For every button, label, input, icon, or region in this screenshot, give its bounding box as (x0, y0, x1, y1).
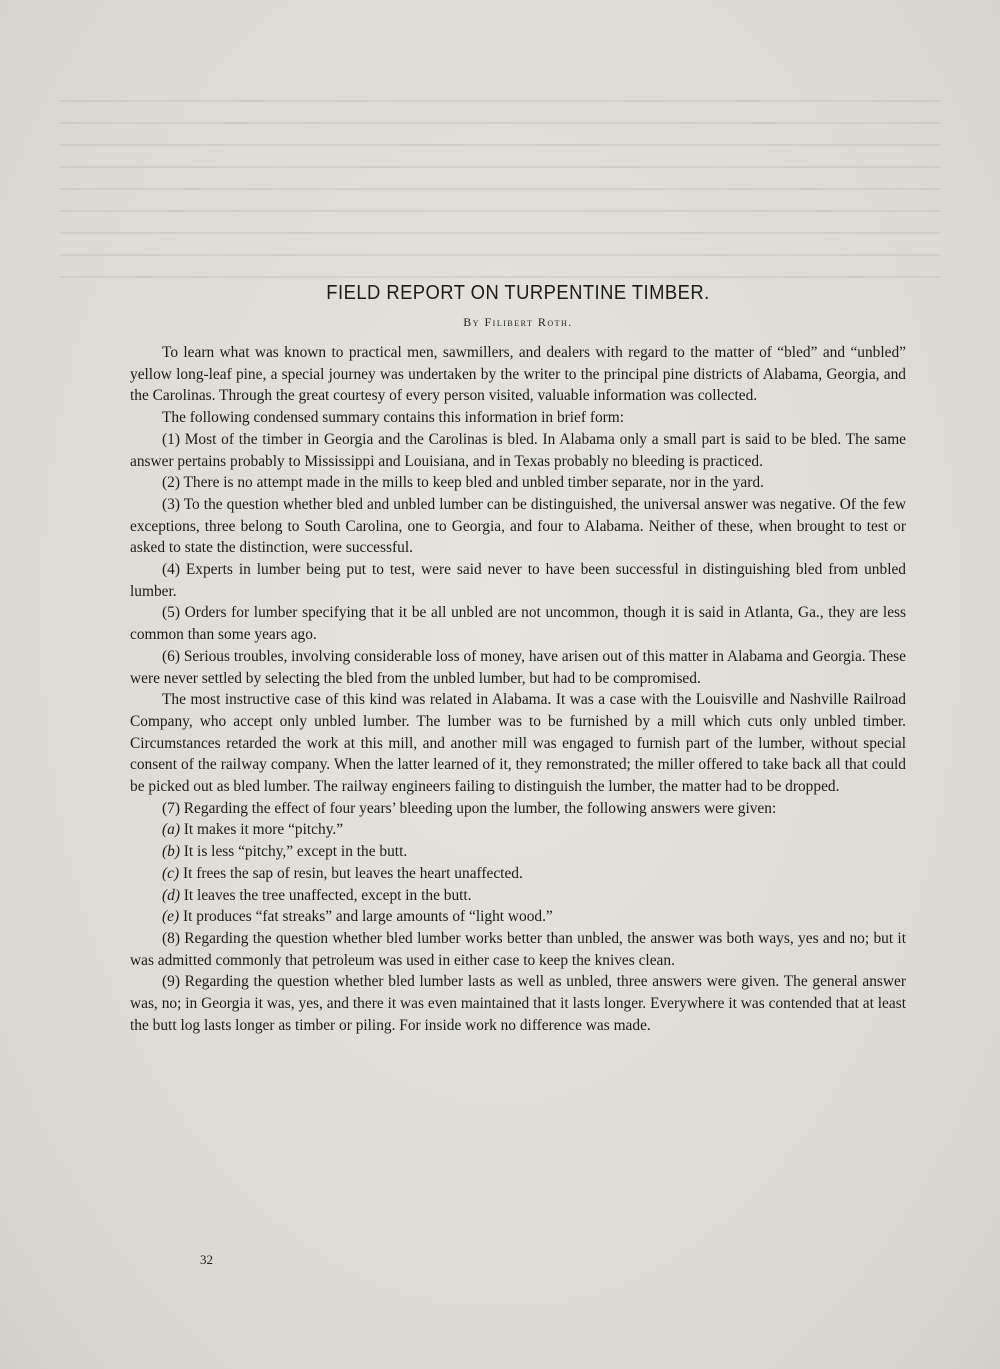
item-text: It frees the sap of resin, but leaves the heart unaffected. (179, 864, 523, 882)
list-item (130, 906, 906, 928)
bleed-through-texture (60, 100, 940, 280)
numbered-paragraph: (5) Orders for lumber specifying that it be all unbled are not uncommon, though it is said in Atlanta, Ga., they are less common than some years ago. (130, 604, 906, 644)
numbered-paragraph: (1) Most of the timber in Georgia and the Carolinas is bled. In Alabama only a small part is said to be bled. The same answer pertains probably to Mississippi and Louisiana, and in Texas probably no bleeding is practiced. (130, 430, 906, 470)
numbered-paragraph: (8) Regarding the question whether bled lumber works better than unbled, the answer was both ways, yes and no; but it was admitted commonly that petroleum was used in either case to keep the knives clean. (130, 929, 906, 969)
list-item (130, 885, 906, 907)
numbered-paragraph: (4) Experts in lumber being put to test, were said never to have been successful in distinguishing bled from unbled lumber. (130, 561, 906, 600)
paragraph: The following condensed summary contains this information in brief form: (162, 409, 625, 427)
list-item (130, 841, 906, 863)
item-text: It is less “pitchy,” except in the butt. (179, 843, 408, 861)
item-marker: (d) (162, 886, 180, 904)
article (130, 282, 906, 1037)
item-text: It makes it more “pitchy.” (179, 821, 344, 839)
byline: By Filibert Roth. (463, 315, 573, 329)
item-marker: (b) (162, 843, 180, 861)
list-item (130, 819, 906, 841)
numbered-paragraph: (3) To the question whether bled and unbled lumber can be distinguished, the universal answer was negative. Of the few exceptions, three belong to South Carolina, one to Georgia, and four to Alabama. Neither of these, when brought to test or asked to state the distinction, were successful. (130, 495, 906, 557)
paragraph: The most instructive case of this kind was related in Alabama. It was a case with the Louisville and Nashville Railroad Company, who accept only unbled lumber. The lumber was to be furnished by a mill which cuts only unbled timber. Circumstances retarded the work at this mill, and another mill was engaged to furnish part of the lumber, without special consent of the railway company. When the latter learned of it, they remonstrated; the miller offered to take back all that could be picked out as bled lumber. The railway engineers failing to distinguish the lumber, the matter had to be dropped. (130, 691, 906, 796)
numbered-paragraph: (7) Regarding the effect of four years’ bleeding upon the lumber, the following answers were given: (162, 799, 777, 817)
list-item (130, 863, 906, 885)
numbered-paragraph: (6) Serious troubles, involving considerable loss of money, have arisen out of this matter in Alabama and Georgia. These were never settled by selecting the bled from the unbled lumber, but had to be compromised. (130, 647, 906, 687)
answer-list (130, 819, 906, 928)
numbered-paragraph: (2) There is no attempt made in the mills to keep bled and unbled timber separate, nor in the yard. (162, 474, 764, 492)
item-marker: (c) (162, 864, 180, 882)
paragraph: To learn what was known to practical men, sawmillers, and dealers with regard to the matter of “bled” and “unbled” yellow long-leaf pine, a special journey was undertaken by the writer to the principal pine districts of Alabama, Georgia, and the Carolinas. Through the great courtesy of every person visited, valuable information was collected. (130, 344, 906, 405)
article-title: FIELD REPORT ON TURPENTINE TIMBER. (326, 282, 710, 304)
item-marker: (e) (162, 908, 180, 926)
item-marker: (a) (162, 821, 180, 839)
item-text: It produces “fat streaks” and large amounts of “light wood.” (179, 908, 553, 926)
page-number: 32 (200, 1252, 213, 1267)
numbered-paragraph: (9) Regarding the question whether bled lumber lasts as well as unbled, three answers were given. The general answer was, no; in Georgia it was, yes, and there it was even maintained that it lasts longer. Everywhere it was contended that at least the butt log lasts longer as timber or piling. For inside work no difference was made. (130, 973, 906, 1034)
item-text: It leaves the tree unaffected, except in the butt. (179, 886, 472, 904)
